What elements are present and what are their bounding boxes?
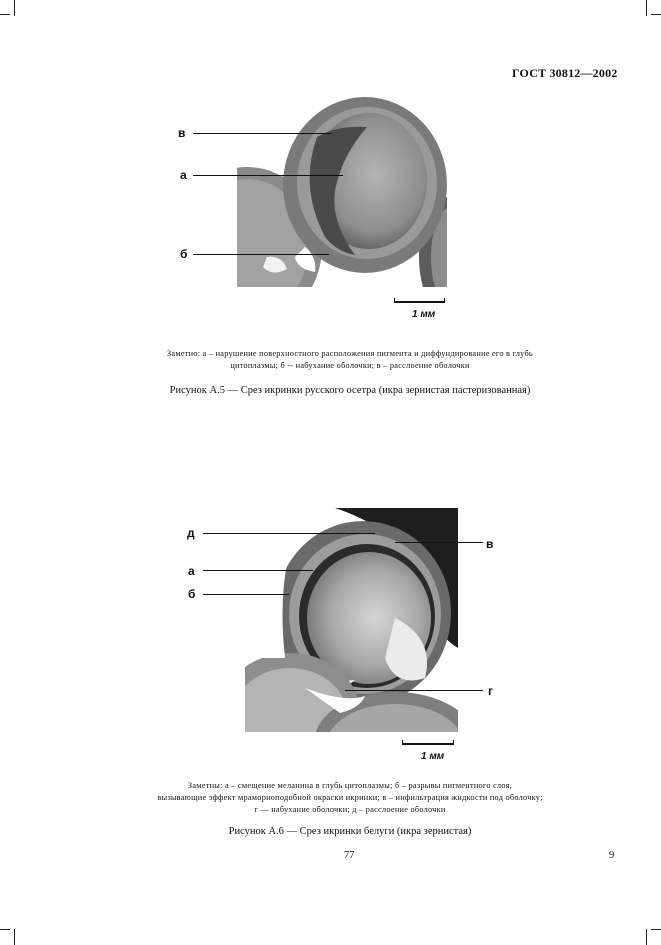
label-v: в <box>178 126 186 140</box>
scale-bar <box>394 301 445 303</box>
center-page-number: 77 <box>344 850 355 861</box>
page-number: 9 <box>609 850 615 861</box>
crop-mark <box>0 14 10 15</box>
crop-mark <box>14 0 15 16</box>
note-line: Заметно: а – нарушение поверхностного расположения пигмента и диффундирование его в глубь <box>167 349 533 358</box>
leader-line <box>193 175 343 176</box>
scale-bar <box>402 743 454 745</box>
leader-line <box>193 133 331 134</box>
crop-mark <box>0 929 10 930</box>
crop-mark <box>646 929 647 945</box>
figure-note <box>60 348 640 372</box>
leader-line <box>203 594 289 595</box>
note-line: г — набухание оболочки; д – расслоение оболочки <box>254 805 446 814</box>
leader-line <box>203 570 313 571</box>
figure-note <box>40 780 660 816</box>
label-b: б <box>180 247 188 261</box>
crop-mark <box>646 0 647 16</box>
note-line: вызывающие эффект мраморноподобной окраски икринки; в – инфильтрация жидкости под оболочку; <box>157 793 543 802</box>
scale-label: 1 мм <box>412 309 436 320</box>
note-line: цитоплазмы; б -- набухание оболочки; в – расслоение оболочки <box>230 361 470 370</box>
leader-line <box>203 533 375 534</box>
scale-label: 1 мм <box>421 751 445 762</box>
leader-line <box>193 254 329 255</box>
egg-section-image <box>237 97 447 287</box>
leader-line <box>345 690 483 691</box>
label-a: а <box>188 564 195 578</box>
document-code: ГОСТ 30812—2002 <box>512 66 618 80</box>
figure-a5-micrograph <box>237 97 447 287</box>
figure-caption: Рисунок А.6 — Срез икринки белуги (икра зернистая) <box>228 826 472 837</box>
label-v: в <box>486 537 494 551</box>
label-b: б <box>188 587 196 601</box>
crop-mark <box>14 929 15 945</box>
crop-mark <box>651 929 661 930</box>
leader-line <box>395 542 483 543</box>
note-line: Заметны: а – смещение меланина в глубь цитоплазмы; б – разрывы пигментного слоя, <box>187 781 513 790</box>
label-a: а <box>180 168 187 182</box>
label-d: д <box>187 526 195 540</box>
figure-caption: Рисунок А.5 — Срез икринки русского осетра (икра зернистая пастеризованная) <box>169 385 531 396</box>
label-g: г <box>488 684 493 698</box>
crop-mark <box>651 14 661 15</box>
